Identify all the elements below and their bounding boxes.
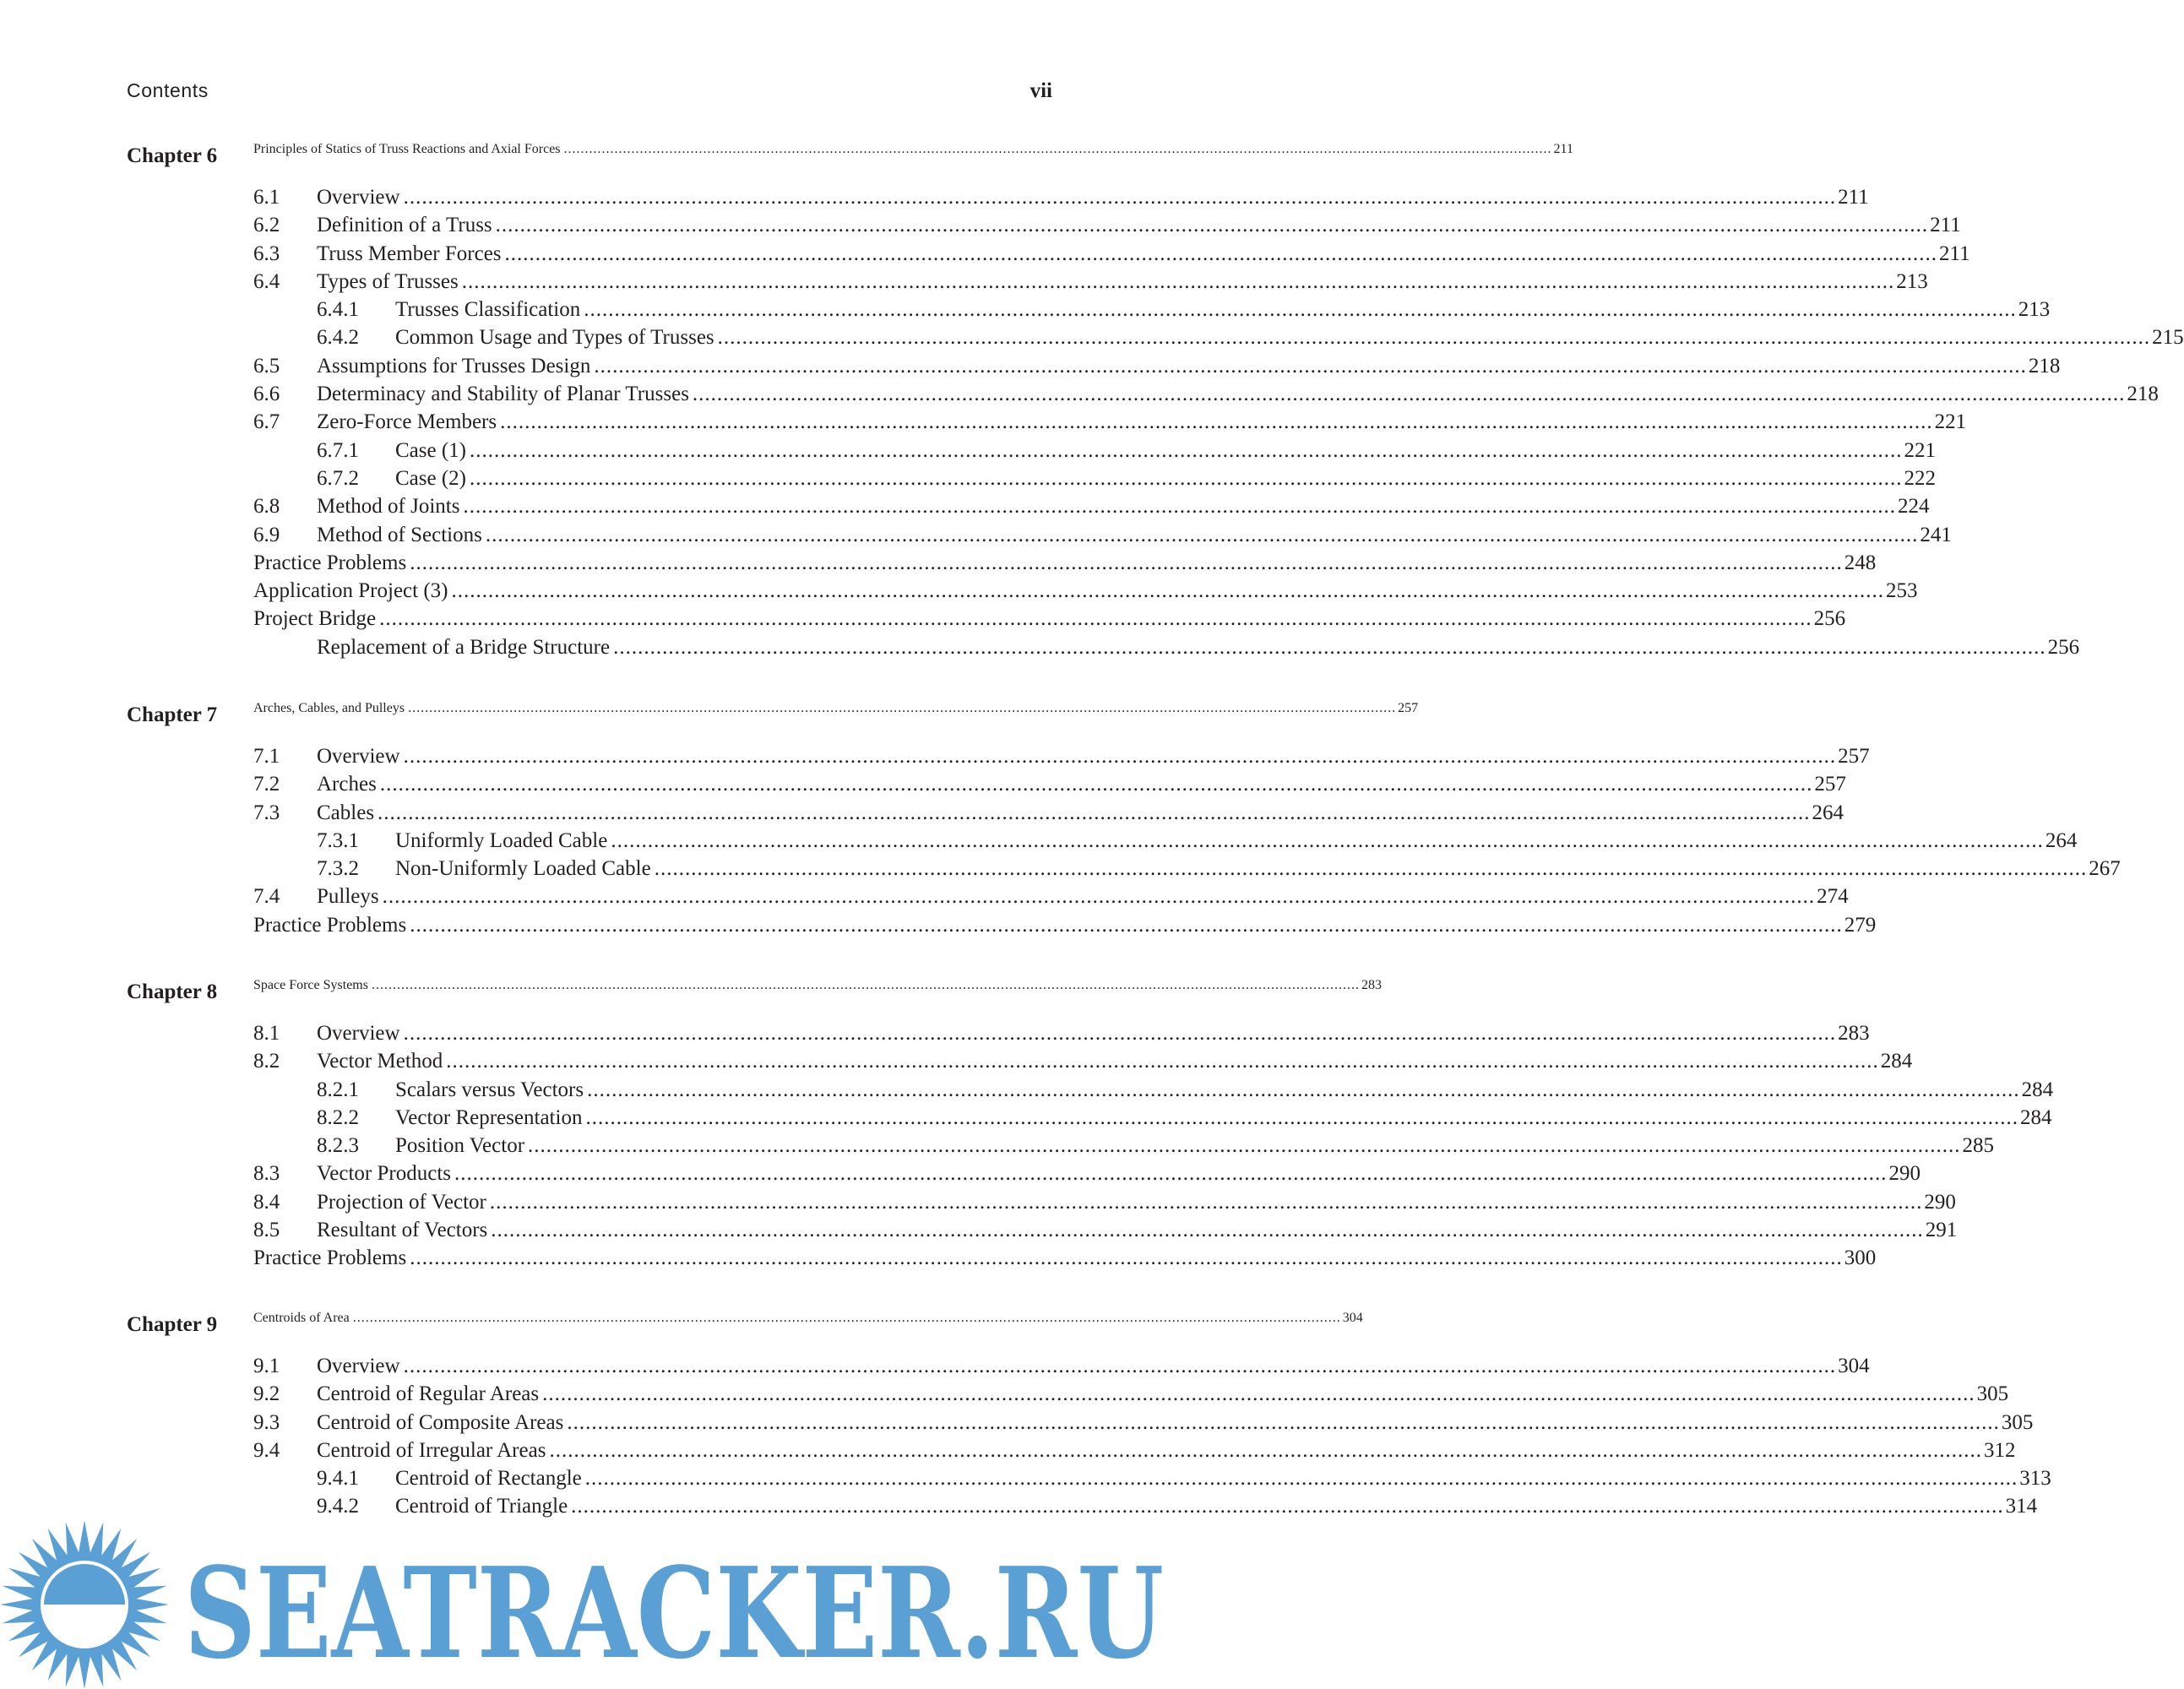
- leader-dots: [587, 1076, 2020, 1104]
- entry-page: 279: [1844, 913, 1877, 937]
- entry-title: Case (1): [395, 438, 466, 462]
- entry-number: 6.4.2: [317, 326, 359, 350]
- entry-title: Case (2): [395, 466, 466, 490]
- chapter-heading[interactable]: [127, 1311, 1363, 1339]
- leader-dots: [454, 1159, 1888, 1187]
- leader-dots: [353, 1311, 1341, 1326]
- entry-number: 6.6: [253, 383, 280, 406]
- entry-number: 9.3: [253, 1410, 280, 1434]
- leader-dots: [655, 855, 2088, 883]
- entry-number: 7.2: [253, 773, 280, 796]
- toc-entry[interactable]: [127, 296, 2051, 323]
- entry-title: Non-Uniformly Loaded Cable: [395, 857, 651, 881]
- leader-dots: [408, 701, 1396, 716]
- entry-page: 256: [1813, 607, 1846, 631]
- leader-dots: [585, 1104, 2018, 1132]
- page-number: vii: [1030, 79, 1052, 102]
- entry-title: Overview: [317, 1355, 400, 1377]
- toc-entry[interactable]: [127, 1132, 1995, 1159]
- entry-page: 253: [1886, 579, 1918, 603]
- toc-entry[interactable]: [127, 1464, 2051, 1492]
- entry-number: 8.3: [253, 1162, 280, 1186]
- entry-number: 8.2.1: [317, 1078, 359, 1101]
- entry-page: 264: [1812, 801, 1844, 824]
- leader-dots: [542, 1380, 1975, 1408]
- entry-number: 7.3.2: [317, 857, 359, 881]
- entry-number: 9.4: [253, 1438, 280, 1462]
- entry-page: 284: [2021, 1078, 2054, 1101]
- entry-page: 248: [1844, 551, 1877, 574]
- entry-title: Vector Method: [317, 1050, 443, 1073]
- entry-page: 284: [2019, 1105, 2052, 1129]
- entry-page: 290: [1888, 1162, 1921, 1186]
- toc-entry[interactable]: [127, 240, 1970, 268]
- toc-entry[interactable]: [127, 1188, 1956, 1216]
- leader-dots: [490, 1188, 1923, 1216]
- entry-title: Overview: [317, 1022, 400, 1045]
- entry-number: 9.2: [253, 1382, 280, 1406]
- running-head: Contents: [127, 79, 209, 101]
- entry-number: 8.1: [253, 1022, 280, 1045]
- toc-entry[interactable]: [127, 1019, 1870, 1047]
- entry-number: 6.8: [253, 495, 280, 519]
- leader-dots: [613, 633, 2046, 661]
- chapter-title: Arches, Cables, and Pulleys: [253, 701, 405, 715]
- entry-number: 9.1: [253, 1355, 280, 1377]
- leader-dots: [378, 799, 1811, 827]
- entry-title: Replacement of a Bridge Structure: [317, 635, 611, 659]
- toc-entry[interactable]: [127, 464, 1936, 492]
- entry-title: Arches: [317, 773, 377, 796]
- entry-title: Position Vector: [395, 1134, 525, 1158]
- toc-entry[interactable]: [127, 1436, 2016, 1464]
- entry-number: 6.5: [253, 354, 280, 377]
- entry-number: 8.5: [253, 1219, 280, 1242]
- toc-entry[interactable]: [127, 1380, 2009, 1408]
- watermark: [0, 1512, 1182, 1689]
- leader-dots: [410, 911, 1843, 939]
- leader-dots: [585, 1464, 2018, 1492]
- entry-number: 7.1: [253, 745, 280, 768]
- toc-entry[interactable]: [127, 742, 1870, 770]
- entry-title: Method of Joints: [317, 495, 460, 519]
- leader-dots: [463, 492, 1896, 520]
- entry-title: Practice Problems: [253, 1246, 407, 1270]
- entry-page: 305: [1976, 1382, 2009, 1406]
- chapter-label: Chapter 6: [127, 144, 218, 167]
- leader-dots: [383, 883, 1816, 910]
- leader-dots: [470, 437, 1903, 464]
- leader-dots: [404, 1352, 1837, 1380]
- entry-page: 218: [2127, 383, 2159, 406]
- entry-number: 8.4: [253, 1190, 280, 1214]
- entry-number: 9.4.2: [317, 1495, 359, 1518]
- entry-page: 300: [1844, 1246, 1877, 1270]
- entry-title: Centroid of Triangle: [395, 1495, 568, 1518]
- toc-entry[interactable]: [127, 911, 1877, 939]
- toc-entry[interactable]: [127, 211, 1961, 239]
- leader-dots: [584, 296, 2017, 323]
- leader-dots: [410, 549, 1843, 577]
- entry-number: 6.4: [253, 269, 280, 293]
- entry-page: 256: [2047, 635, 2080, 659]
- leader-dots: [528, 1132, 1961, 1159]
- chapter-heading[interactable]: [127, 701, 1419, 729]
- leader-dots: [404, 1019, 1837, 1047]
- leader-dots: [500, 408, 1933, 436]
- entry-number: 6.9: [253, 523, 280, 546]
- toc-entry[interactable]: [127, 1104, 2052, 1132]
- chapter-label: Chapter 7: [127, 703, 218, 726]
- entry-title: Vector Products: [317, 1162, 451, 1186]
- leader-dots: [452, 577, 1885, 605]
- entry-page: 304: [1838, 1355, 1870, 1377]
- entry-title: Projection of Vector: [317, 1190, 486, 1214]
- chapter-page: 211: [1553, 142, 1573, 156]
- entry-page: 213: [1896, 269, 1928, 293]
- chapter-page: 304: [1342, 1311, 1363, 1325]
- toc-entry[interactable]: [127, 770, 1846, 798]
- entry-title: Resultant of Vectors: [317, 1219, 488, 1242]
- entry-page: 257: [1814, 773, 1846, 796]
- chapter-title: Space Force Systems: [253, 978, 368, 992]
- leader-dots: [718, 323, 2151, 351]
- entry-title: Overview: [317, 745, 400, 768]
- chapter-page: 257: [1398, 701, 1419, 715]
- leader-dots: [594, 352, 2027, 380]
- entry-title: Overview: [317, 186, 400, 209]
- entry-title: Definition of a Truss: [317, 214, 492, 237]
- toc-entry[interactable]: [127, 1159, 1921, 1187]
- toc-entry[interactable]: [127, 799, 1844, 827]
- chapter-block: [127, 1311, 2051, 1521]
- entry-title: Pulleys: [317, 885, 379, 909]
- entry-page: 218: [2028, 354, 2061, 377]
- entry-title: Trusses Classification: [395, 298, 581, 322]
- leader-dots: [379, 605, 1812, 633]
- toc-entry[interactable]: [127, 1076, 2054, 1104]
- entry-number: 6.1: [253, 186, 280, 209]
- toc-entry[interactable]: [127, 549, 1877, 577]
- toc-entry[interactable]: [127, 1244, 1877, 1272]
- leader-dots: [611, 827, 2044, 855]
- leader-dots: [380, 770, 1813, 798]
- entry-title: Uniformly Loaded Cable: [395, 828, 608, 852]
- entry-page: 267: [2089, 857, 2121, 881]
- leader-dots: [462, 268, 1895, 296]
- entry-title: Cables: [317, 801, 375, 824]
- entry-page: 222: [1904, 466, 1936, 490]
- toc-entry[interactable]: [127, 855, 2121, 883]
- leader-dots: [486, 521, 1919, 549]
- toc-entry[interactable]: [127, 323, 2184, 351]
- toc-entry[interactable]: [127, 1047, 1913, 1075]
- leader-dots: [404, 742, 1837, 770]
- entry-title: Centroid of Rectangle: [395, 1467, 582, 1491]
- entry-title: Centroid of Regular Areas: [317, 1382, 540, 1406]
- entry-number: 6.7: [253, 410, 280, 434]
- leader-dots: [564, 142, 1552, 157]
- leader-dots: [567, 1409, 2000, 1436]
- entry-title: Assumptions for Trusses Design: [317, 354, 591, 377]
- chapter-block: [127, 142, 2184, 661]
- chapter-heading[interactable]: [127, 978, 1382, 1006]
- sun-icon: [0, 1520, 169, 1689]
- entry-title: Truss Member Forces: [317, 242, 502, 265]
- entry-number: 6.4.1: [317, 298, 359, 322]
- toc-entry[interactable]: [127, 605, 1846, 633]
- toc-entry[interactable]: [127, 268, 1928, 296]
- entry-number: 6.3: [253, 242, 280, 265]
- chapter-title: Principles of Statics of Truss Reactions and Axial Forces: [253, 142, 561, 156]
- watermark-text: SEATRACKER.RU: [184, 1540, 1164, 1686]
- chapter-label: Chapter 8: [127, 980, 218, 1003]
- toc-entry[interactable]: [127, 437, 1936, 464]
- leader-dots: [496, 211, 1929, 239]
- chapter-label: Chapter 9: [127, 1313, 218, 1336]
- toc-entry[interactable]: [127, 577, 1918, 605]
- leader-dots: [410, 1244, 1843, 1272]
- toc-entry[interactable]: [127, 827, 2078, 855]
- entry-page: 314: [2005, 1495, 2038, 1518]
- entry-page: 257: [1838, 745, 1870, 768]
- entry-page: 221: [1934, 410, 1967, 434]
- toc-entry[interactable]: [127, 1216, 1958, 1244]
- entry-number: 6.7.2: [317, 466, 359, 490]
- leader-dots: [404, 183, 1837, 211]
- entry-page: 264: [2045, 828, 2078, 852]
- entry-number: 9.4.1: [317, 1467, 359, 1491]
- entry-page: 211: [1939, 242, 1970, 265]
- entry-page: 291: [1925, 1219, 1958, 1242]
- entry-title: Common Usage and Types of Trusses: [395, 326, 714, 350]
- toc-entry[interactable]: [127, 352, 2061, 380]
- entry-number: 7.3: [253, 801, 280, 824]
- leader-dots: [470, 464, 1903, 492]
- entry-title: Types of Trusses: [317, 269, 459, 293]
- entry-number: 8.2: [253, 1050, 280, 1073]
- entry-page: 285: [1962, 1134, 1995, 1158]
- entry-title: Centroid of Irregular Areas: [317, 1438, 546, 1462]
- entry-title: Application Project (3): [253, 579, 448, 603]
- entry-page: 221: [1904, 438, 1936, 462]
- entry-title: Project Bridge: [253, 607, 377, 631]
- chapter-block: [127, 978, 2054, 1273]
- entry-number: 6.7.1: [317, 438, 359, 462]
- entry-number: 8.2.3: [317, 1134, 359, 1158]
- entry-title: Method of Sections: [317, 523, 482, 546]
- entry-page: 313: [2019, 1467, 2051, 1491]
- entry-title: Scalars versus Vectors: [395, 1078, 584, 1101]
- toc-entry[interactable]: [127, 1409, 2034, 1436]
- entry-number: 7.4: [253, 885, 280, 909]
- entry-page: 274: [1817, 885, 1849, 909]
- entry-title: Centroid of Composite Areas: [317, 1410, 564, 1434]
- chapter-page: 283: [1361, 978, 1382, 992]
- toc-entry[interactable]: [127, 1352, 1870, 1380]
- entry-number: 8.2.2: [317, 1105, 359, 1129]
- toc-entry[interactable]: [127, 183, 1869, 211]
- toc-entry[interactable]: [127, 380, 2159, 408]
- entry-title: Practice Problems: [253, 913, 407, 937]
- entry-number: 6.2: [253, 214, 280, 237]
- entry-page: 241: [1920, 523, 1952, 546]
- entry-page: 224: [1897, 495, 1930, 519]
- leader-dots: [505, 240, 1938, 268]
- entry-page: 213: [2018, 298, 2051, 322]
- chapter-title: Centroids of Area: [253, 1311, 350, 1325]
- entry-page: 312: [1983, 1438, 2016, 1462]
- toc-entry[interactable]: [127, 633, 2080, 661]
- leader-dots: [693, 380, 2126, 408]
- toc-entry[interactable]: [127, 408, 1967, 436]
- entry-title: Zero-Force Members: [317, 410, 497, 434]
- entry-page: 215: [2152, 326, 2184, 350]
- leader-dots: [372, 978, 1360, 993]
- chapter-heading[interactable]: [127, 142, 1573, 170]
- entry-page: 211: [1930, 214, 1961, 237]
- leader-dots: [446, 1047, 1879, 1075]
- entry-number: 7.3.1: [317, 828, 359, 852]
- leader-dots: [491, 1216, 1924, 1244]
- entry-page: 284: [1880, 1050, 1913, 1073]
- entry-page: 211: [1838, 186, 1869, 209]
- entry-page: 290: [1924, 1190, 1956, 1214]
- entry-page: 283: [1838, 1022, 1870, 1045]
- page-header: [127, 79, 1052, 108]
- leader-dots: [549, 1436, 1982, 1464]
- toc-entry[interactable]: [127, 492, 1930, 520]
- entry-title: Determinacy and Stability of Planar Trusses: [317, 383, 689, 406]
- entry-title: Vector Representation: [395, 1105, 583, 1129]
- toc-entry[interactable]: [127, 521, 1952, 549]
- entry-page: 305: [2001, 1410, 2034, 1434]
- chapter-block: [127, 701, 2121, 939]
- entry-title: Practice Problems: [253, 551, 407, 574]
- toc-entry[interactable]: [127, 883, 1849, 910]
